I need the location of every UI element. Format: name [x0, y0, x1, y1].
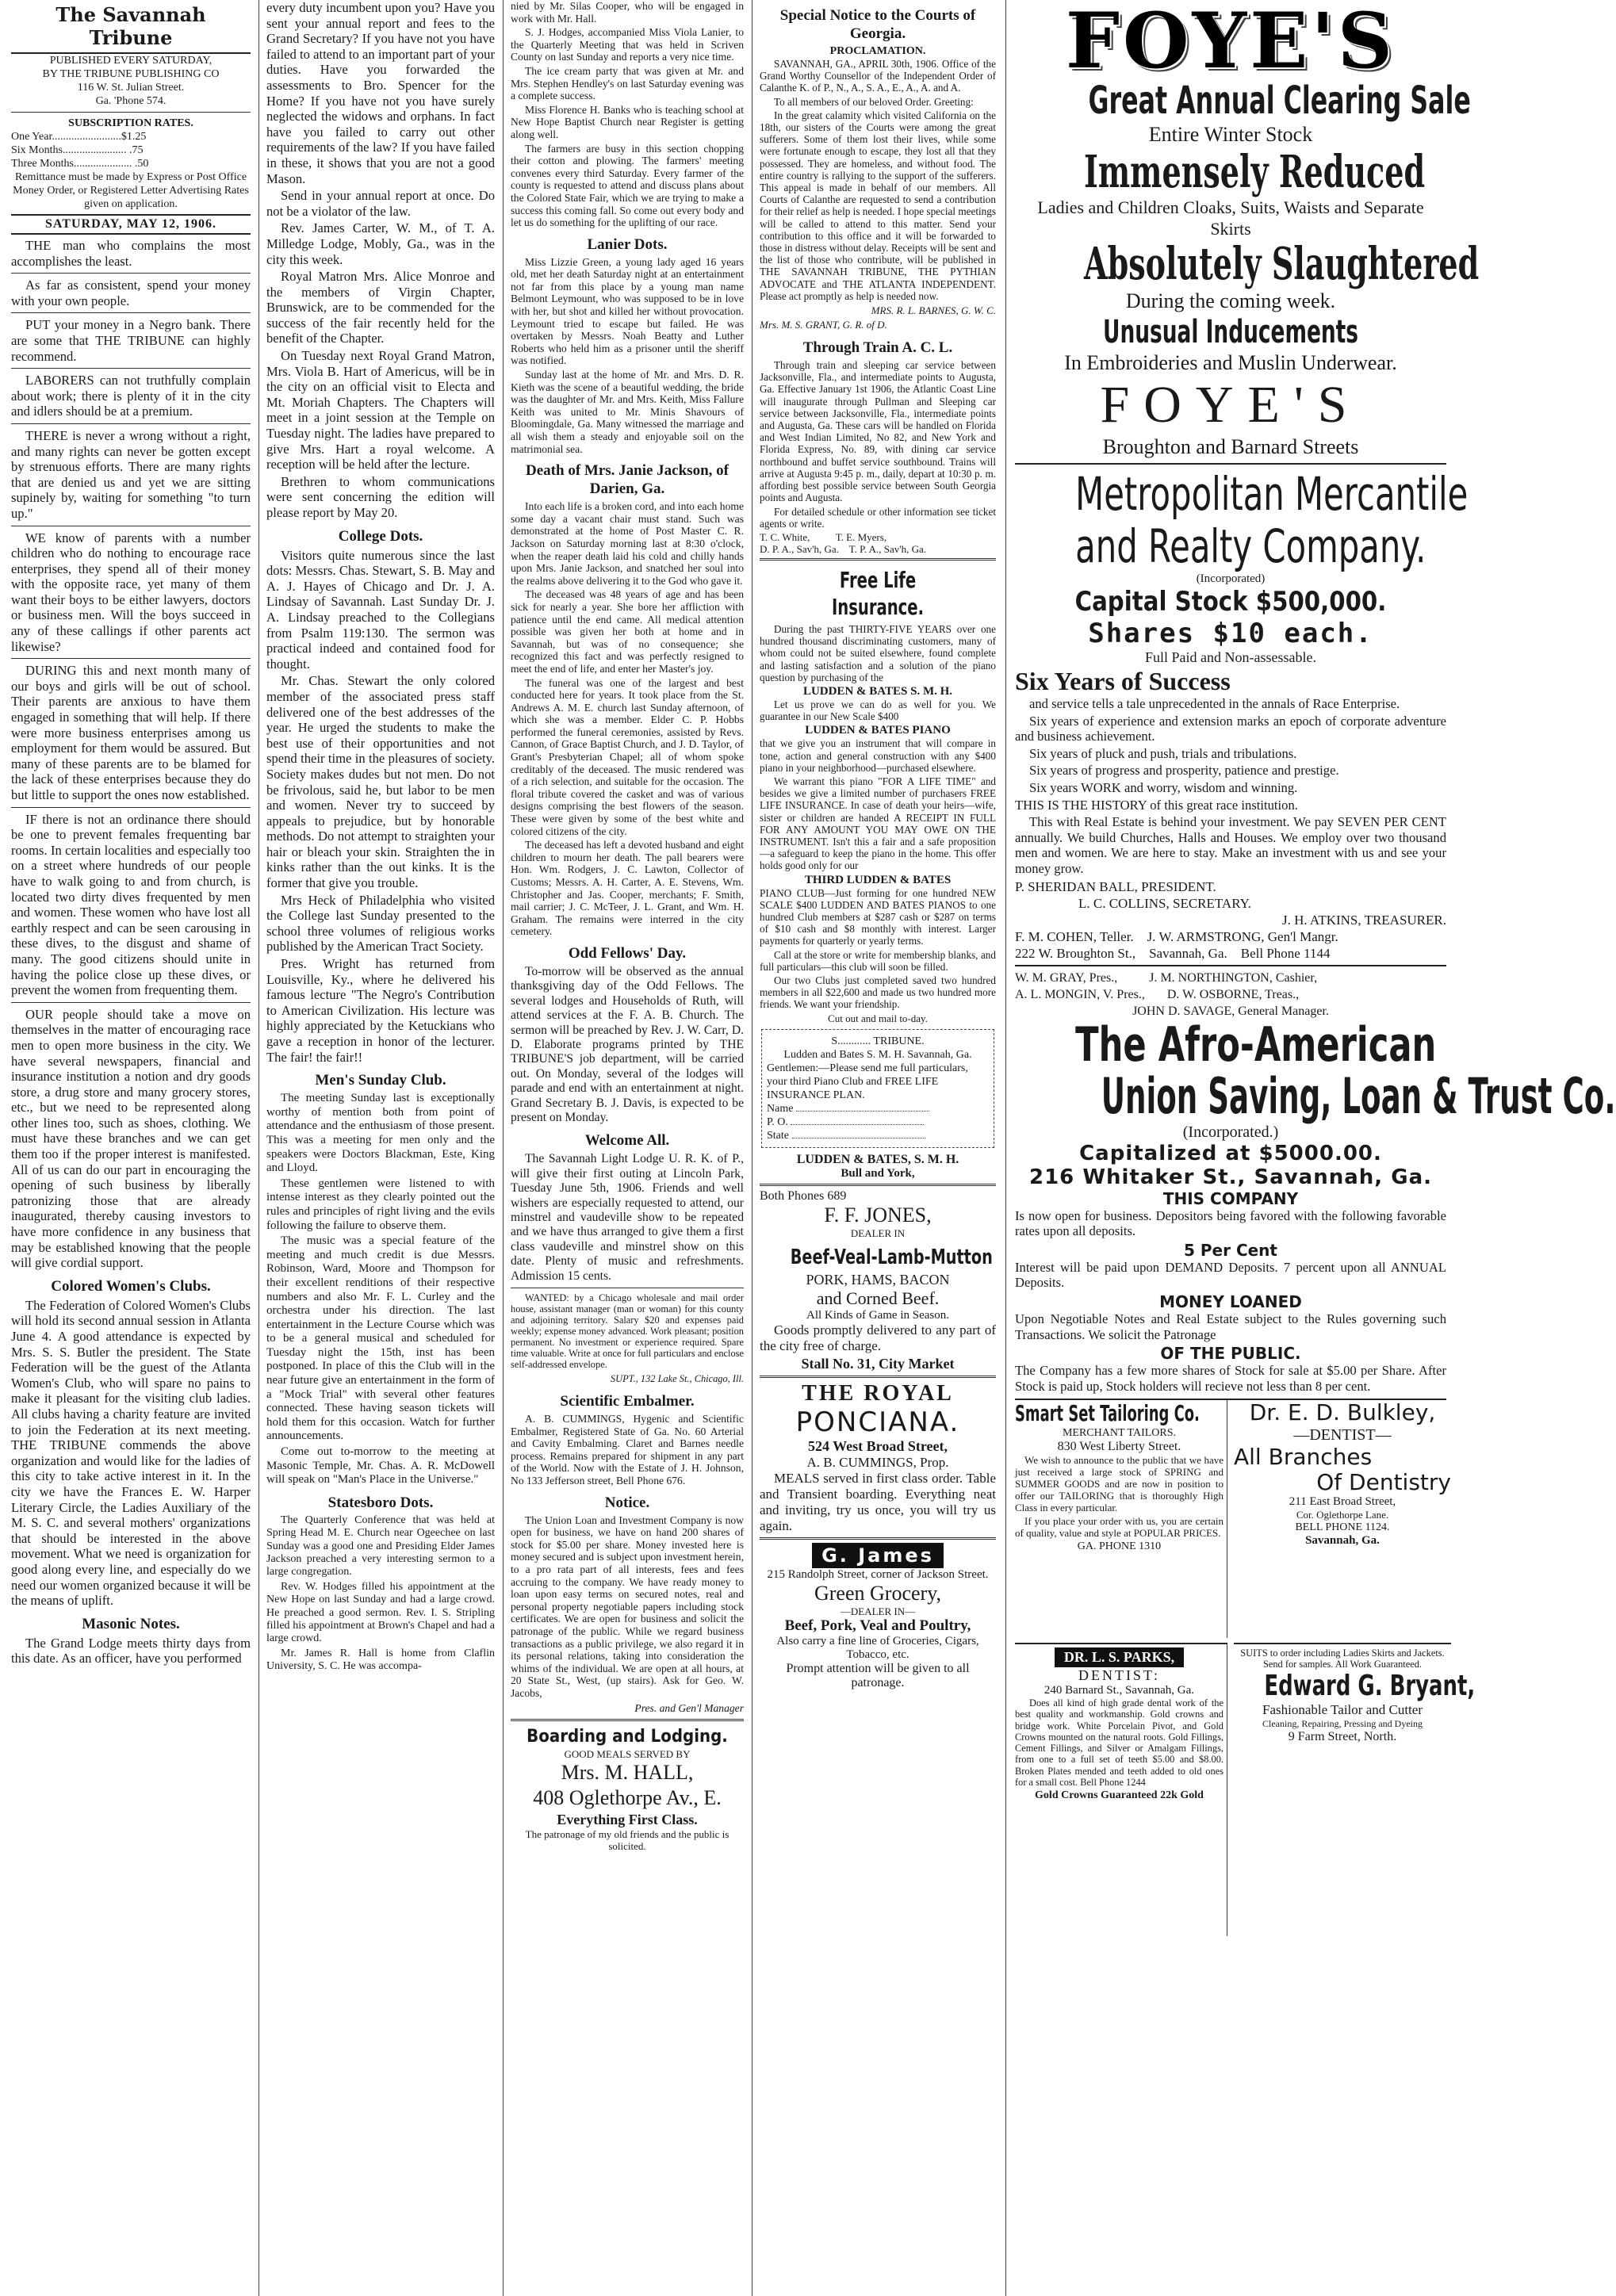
ad-line: MERCHANT TAILORS.	[1062, 1427, 1177, 1440]
subscription-rate-2: Six Months....................... .75	[11, 144, 144, 156]
ad-paragraph: Our two Clubs just completed saved two hundred members in all $22,600 and made us two hundred more friends. We want your friendship.	[760, 974, 996, 1011]
article-paragraph: The funeral was one of the largest and best conducted here for years. It took place from the St. Andrews A. M. E. church last Sunday afternoon, of which she was a member. Elder C. P. Hobbs performed the funeral ceremonies, assisted by Revs. Cannon, of Grace Baptist Church, and J. D. Taylor, of Grant's Presbyterian Chapel; all of whom spoke creditably of the deceased. The music rendered was of a rich selection, and suitable for the occasion. The floral tribute covered the casket and was of various designs comprising the best flowers of the season. These were given by some of the best white and colored citizens of the city.	[511, 676, 744, 837]
ad-heading: Free Life Insurance.	[831, 566, 925, 620]
ad-paragraph: We wish to announce to the public that we have just received a large stock of SPRING and SUMMER GOODS and are now in position to offer our TAILORING that is thoroughly High Class in every particular.	[1015, 1454, 1223, 1514]
ad-heading	[1015, 1647, 1223, 1667]
coupon-field-label: Name	[767, 1102, 794, 1115]
article-paragraph: The deceased has left a devoted husband and eight children to mourn her death. The pall bearers were Hon. Wm. Rodgers, J. C. Lawton, Collector of Customs; Messrs. A. H. Carter, A. E. Stevens, Wm. Christopher and Jas. Cooper, merchants; F. Smith, mail carrier; J. C. McTeer, J. L. Grant, and Wm. H. Graham. The remains were interred in the city cemetery.	[511, 839, 744, 938]
article-paragraph: The meeting Sunday last is exceptionally worthy of mention both from point of attendance and the enthusiasm of those present. This was a meeting for men only and the speakers were Doctors Blackman, Este, King and Lloyd.	[266, 1092, 495, 1175]
divider	[511, 1719, 744, 1721]
ad-line: 408 Oglethorpe Av., E.	[533, 1785, 722, 1809]
divider	[11, 368, 251, 369]
ad-line: BELL PHONE 1124.	[1295, 1521, 1390, 1534]
ad-line: DENTIST:	[1078, 1667, 1161, 1684]
article-paragraph: Send in your annual report at once. Do not be a violator of the law.	[266, 188, 495, 219]
ad-paragraph: Upon Negotiable Notes and Real Estate subject to the Rules governing such Transactions. We solicit the Patronage	[1015, 1311, 1446, 1342]
field-line	[796, 1102, 929, 1112]
subscription-rate-3: Three Months..................... .50	[11, 158, 149, 170]
article-paragraph: Mr. James R. Hall is home from Claflin University, S. C. He was accompa-	[266, 1647, 495, 1673]
officer-line: 222 W. Broughton St., Savannah, Ga. Bell Phone 1144	[1015, 945, 1331, 961]
officer-line: F. M. COHEN, Teller. J. W. ARMSTRONG, Gen'l Mangr.	[1015, 928, 1338, 944]
article-paragraph: every duty incumbent upon you? Have you sent your annual report and fees to the Grand Secretary? If you have not you have failed to attend to an important part of your duties. Have you forwarded the assessments to Bro. Spencer for the Home? If you have not you have surely neglected the widows and orphans. In fact have you failed to carry out other requirements of the law? If you have failed in these, it shows that you are not a good Mason.	[266, 0, 495, 186]
ad-line: The patronage of my old friends and the public is solicited.	[525, 1827, 729, 1852]
coupon-form[interactable]	[761, 1029, 994, 1148]
ad-line: During the coming week.	[1125, 289, 1336, 312]
foyes-name: FOYE'S	[1100, 376, 1361, 434]
article-heading: Special Notice to the Courts of Georgia.	[779, 7, 976, 42]
ad-line: 524 West Broad Street,	[808, 1437, 948, 1454]
divider	[760, 1184, 996, 1186]
article-heading: Through Train A. C. L.	[802, 339, 953, 357]
article-paragraph: To all members of our beloved Order. Greeting:	[774, 95, 974, 108]
ad-heading: PONCIANA.	[795, 1406, 960, 1438]
ad-line: Beef, Pork, Veal and Poultry,	[784, 1617, 971, 1634]
editorial-paragraph: LABORERS can not truthfully complain about work; there is plenty of it in the city and idlers should be at a premium.	[11, 373, 251, 419]
coupon-title: S............ TRIBUNE.	[831, 1035, 925, 1047]
coupon-line: Ludden and Bates S. M. H. Savannah, Ga.	[783, 1048, 972, 1061]
article-paragraph: Miss Lizzie Green, a young lady aged 16 years old, met her death Saturday night at an entertainment not far from this place by a young man name Belmont Leymount, who was supposed to be in love with her, but shot and killed her without provocation. Leymount tried to escape but failed. He was overtaken by Messrs. Noah Beatty and Luther Roberts who held him as a prisoner until the sheriff was notified.	[511, 255, 744, 367]
article-paragraph: S. J. Hodges, accompanied Miss Viola Lanier, to the Quarterly Meeting that was held in Scriven County on last Sunday and reports a very nice time.	[511, 26, 744, 63]
ad-line: GA. PHONE 1310	[1077, 1540, 1162, 1553]
article-paragraph: The music was a special feature of the meeting and much credit is due Messrs. Robinson, Ward, Moore and Thompson for their excellent renditions of their respective numbers and also Mr. F. L. Curley and the orchestra under his direction. The last entertainment in the Lecture Course which was to be a general musical and scheduled for Tuesday night the 15th, inst has been postponed. In place of this the Club will in the near future give an entertainment in the form of a "Mock Trial" with several other features connected. These having season tickets will hold them for this occasion. Watch for further announcements.	[266, 1234, 495, 1443]
article-paragraph: For detailed schedule or other information see ticket agents or write.	[760, 505, 996, 530]
ad-line: GOOD MEALS SERVED BY	[564, 1747, 691, 1760]
ad-paragraph: Call at the store or write for membership blanks, and full particulars—this club will soon be filled.	[760, 948, 996, 973]
editorial-paragraph: IF there is not an ordinance there should be one to prevent females frequenting bar rooms. In certain localities and especially too on a street where hundreds of our people have to walk going to and from church, is located two dirty dives frequented by men and women. These women who have lost all earthly respect and can be seen carousing in these dives, to the disgust and shame of many. The good citizens should unite in having the police close up these dives, or prevent the women from frequenting them.	[11, 811, 251, 998]
article-heading: Death of Mrs. Janie Jackson, of Darien, Ga.	[526, 462, 729, 498]
ad-paragraph: Six years of experience and extension marks an epoch of corporate adventure and business achievement.	[1015, 713, 1446, 744]
ad-heading: Dr. E. D. Bulkley,	[1249, 1399, 1436, 1426]
divider	[760, 1376, 996, 1378]
divider	[11, 312, 251, 313]
bottom-ads	[1015, 1399, 1476, 1939]
masthead-published: PUBLISHED EVERY SATURDAY,	[49, 55, 213, 67]
ad-heading: Smart Set Tailoring Co.	[1015, 1400, 1200, 1427]
masthead-address: 116 W. St. Julian Street.	[77, 82, 185, 94]
ad-paragraph: THIS IS THE HISTORY of this great race institution.	[1015, 797, 1298, 813]
ad-line: Fashionable Tailor and Cutter	[1262, 1701, 1423, 1717]
signature: Mrs. M. S. GRANT, G. R. of D.	[760, 319, 887, 331]
column-5-ads	[1010, 0, 1616, 2296]
ad-line: All Branches	[1234, 1444, 1373, 1471]
officer-line: J. H. ATKINS, TREASURER.	[1281, 912, 1446, 928]
ad-paragraph: Goods promptly delivered to any part of the city free of charge.	[760, 1322, 996, 1353]
masthead-title: The Savannah Tribune	[11, 0, 251, 54]
ad-line: PORK, HAMS, BACON	[806, 1271, 950, 1288]
editorial-paragraph: DURING this and next month many of our boys and girls will be out of school. Their parents are anxious to have them engaged in something that will help. If there were more business enterprises among us employment for them would be assured. But many of these parents are to be blamed for the lack of these enterprises because they do but little to support the ones now established.	[11, 663, 251, 802]
field-line	[792, 1129, 925, 1138]
article-paragraph: The ice cream party that was given at Mr. and Mrs. Stephen Hendley's on last Saturday evening was a complete success.	[511, 64, 744, 102]
ad-line: Ladies and Children Cloaks, Suits, Waists and Separate Skirts	[1037, 197, 1424, 239]
ad-line: F. F. JONES,	[824, 1203, 932, 1226]
article-paragraph: These gentlemen were listened to with intense interest as they clearly pointed out the rules and principles of right living and the evils following the failure to observe them.	[266, 1177, 495, 1232]
ad-line: DEALER IN	[850, 1226, 906, 1239]
article-paragraph: A. B. CUMMINGS, Hygenic and Scientific Embalmer, Registered State of Ga. No. 60 Arterial and Cavity Embalming. Claret and Barnes needle process. Remains prepared for shipment in any part of the World. Now with the Estate of J. H. Johnson, No 133 Jefferson street, Bell Phone 676.	[511, 1413, 744, 1487]
ad-line: Savannah, Ga.	[1305, 1534, 1380, 1548]
ad-paragraph: Six years WORK and worry, wisdom and winning.	[1029, 779, 1298, 795]
article-paragraph: In the great calamity which visited California on the 18th, our sisters of the Courts were among the great sufferers. Some of them lost their lives, while some were fortunate enough to escape, they lost all that they possessed. They are homeless, and without food. The entire country is rallying to the support of the sufferers. This appeal is made in behalf of our members. All Courts of Calanthe are requested to send a contribution for their relief as help is needed. I hope special meetings will be called to attend to this matter. Send your contribution to this office and it will be forwarded to those in distress without delay. Receipts will be sent and the list of those who contribute, will be published in THE SAVANNAH TRIBUNE, THE PYTHIAN ADVOCATE and THE ATLANTA INDEPENDENT. Please act promptly as help is needed now.	[760, 109, 996, 302]
metropolitan-ad	[1015, 465, 1469, 966]
column-2	[262, 0, 500, 2296]
coupon-po-field[interactable]	[767, 1115, 989, 1129]
coupon-name-field[interactable]	[767, 1102, 989, 1115]
ad-heading: Shares $10 each.	[1088, 618, 1373, 649]
ad-heading: Great Annual Clearing Sale	[1088, 78, 1471, 123]
notice-signature: Pres. and Gen'l Manager	[634, 1701, 744, 1714]
ad-heading: Capitalized at $5000.00.	[1079, 1141, 1382, 1165]
ad-line: All Kinds of Game in Season.	[806, 1308, 949, 1322]
article-paragraph: The Federation of Colored Women's Clubs will hold its second annual session in Atlanta June 4. A good attendance is expected by Mrs. S. S. Butler the president. The State Federation will be the guest of the Atlanta Women's Club, who will spare no pains to make it pleasant for the visiting club ladies. All clubs having a charity feature are invited to join the Federation at its next meeting. THE TRIBUNE commends the above organization and would like for the ladies of this city to take active interest in it. In the city we have the Frances E. W. Harper Literary Circle, the Ladies Auxiliary of the M. S. C. and several mothers' organizations that should be interested in the above movement. What we need is organization for good along every line, and especially do we need our women organized because it will be the means of uplift.	[11, 1297, 251, 1609]
article-paragraph: The farmers are busy in this section chopping their cotton and plowing. The farmers' meeting convenes every third Saturday. Every farmer of the county is requested to attend and discuss plans about the Colored State Fair, which we are trying to make a success this coming fall. So come out every body and let us do something for the uplifting of our race.	[511, 142, 744, 229]
ad-heading: MONEY LOANED	[1159, 1292, 1302, 1311]
ad-heading: THE ROYAL	[802, 1380, 954, 1406]
ad-paragraph: Is now open for business. Depositors being favored with the following favorable rates upon all deposits.	[1015, 1207, 1446, 1239]
article-paragraph: Rev. James Carter, W. M., of T. A. Milledge Lodge, Mobly, Ga., was in the city this week.	[266, 220, 495, 267]
article-heading: Scientific Embalmer.	[560, 1393, 695, 1410]
subscription-rate-1: One Year.........................$1.25	[11, 131, 147, 143]
ad-paragraph: MEALS served in first class order. Table and Transient boarding. Everything neat and inviting, try us once, you will try us again.	[760, 1470, 996, 1533]
article-paragraph: Mrs Heck of Philadelphia who visited the College last Sunday presented to the school three volumes of religious works published by the American Tract Society.	[266, 892, 495, 955]
ad-line: In Embroideries and Muslin Underwear.	[1064, 351, 1397, 374]
article-paragraph: Miss Florence H. Banks who is teaching school at New Hope Baptist Church near Register is getting along well.	[511, 103, 744, 140]
ad-heading: 216 Whitaker St., Savannah, Ga.	[1029, 1165, 1432, 1189]
ad-line: Cor. Oglethorpe Lane.	[1296, 1509, 1389, 1521]
article-heading: Welcome All.	[584, 1132, 670, 1150]
ad-paragraph: If you place your order with us, you are certain of quality, value and style at POPULAR PRICES.	[1015, 1515, 1223, 1540]
divider	[11, 1002, 251, 1003]
ad-paragraph: Six years of progress and prosperity, patience and prestige.	[1029, 763, 1339, 779]
article-heading: College Dots.	[338, 527, 423, 545]
issue-date: SATURDAY, MAY 12, 1906.	[11, 214, 251, 235]
ad-line: 830 West Liberty Street.	[1057, 1440, 1181, 1454]
ad-line: 240 Barnard St., Savannah, Ga.	[1044, 1684, 1195, 1697]
ad-line: LUDDEN & BATES S. M. H.	[802, 684, 953, 698]
ad-heading: Metropolitan Mercantile	[1075, 467, 1469, 521]
ad-line: Everything First Class.	[557, 1811, 698, 1827]
ad-heading: Boarding and Lodging.	[527, 1726, 728, 1747]
remittance-note: Remittance must be made by Express or Post Office Money Order, or Registered Letter Advertising Rates given on application.	[13, 171, 249, 210]
classified-ad: WANTED: by a Chicago wholesale and mail order house, assistant manager (man or woman) for this county and adjoining territory. Salary $20 and expenses paid weekly; expense money advanced. Work pleasant; position permanent. No investment or experience required. Spare time valuable. Write at once for full particulars and enclose self-addressed envelope.	[511, 1292, 744, 1371]
editorial-paragraph: WE know of parents with a number children who do nothing to encourage race enterprises, they spend all of their money with the opposite race, yet many of them want their boys to be either lawyers, doctors or business men. Will the boys succeed in any of these callings if other parents act likewise?	[11, 530, 251, 654]
proclamation-label: PROCLAMATION.	[829, 45, 926, 57]
parks-ad	[1015, 1643, 1227, 1936]
ad-heading: OF THE PUBLIC.	[1160, 1344, 1301, 1364]
article-paragraph: To-morrow will be observed as the annual thanksgiving day of the Odd Fellows. The several lodges and Households of Ruth, will attend services at the F. A. B. Church. The sermon will be preached by Rev. J. W. Carr, D. D. Elaborate programs printed by THE TRIBUNE'S job department, will be carried out. On Monday, several of the lodges will parade and end with an entertainment at night. Grand Secretary B. J. Davis, is expected to be present on Monday.	[511, 964, 744, 1125]
ad-line: Green Grocery,	[814, 1581, 941, 1605]
article-heading: Odd Fellows' Day.	[568, 944, 687, 962]
ad-heading: The Afro-American	[1075, 1016, 1437, 1073]
signature: T. C. White, T. E. Myers,	[760, 530, 887, 543]
ad-line: —DENTIST—	[1293, 1426, 1392, 1445]
ad-line: 211 East Broad Street,	[1289, 1495, 1396, 1509]
article-heading: Notice.	[604, 1494, 650, 1511]
article-paragraph: Into each life is a broken cord, and into each home some day a vacant chair must stand. Such was demonstrated at the home of Post Master C. R. Jackson on Saturday morning last at 8:30 o'clock, when the reaper death laid his cold and chilly hands upon Mrs. Janie Jackson, and snatched her soul into the realms above delivering it to the God who gave it.	[511, 500, 744, 587]
ad-line: Mrs. M. HALL,	[561, 1760, 694, 1784]
editorial-paragraph: THERE is never a wrong without a right, and many rights can never be gotten except by strenuous efforts. There are many rights that are denied us and yet we are sitting supinely by, waiting for something "to turn up."	[11, 427, 251, 521]
signature: MRS. R. L. BARNES, G. W. C.	[871, 304, 996, 317]
article-paragraph: Rev. W. Hodges filled his appointment at the New Hope on last Sunday and had a large crowd. He preached a good sermon. Rev. I. S. Stripling filled his appointment at Brown's Chapel and had a large crowd.	[266, 1580, 495, 1645]
ad-heading: THIS COMPANY	[1162, 1188, 1299, 1208]
ad-paragraph: and service tells a tale unprecedented in the annals of Race Enterprise.	[1029, 696, 1400, 711]
ad-line: Stall No. 31, City Market	[801, 1355, 955, 1372]
article-heading: Masonic Notes.	[82, 1615, 180, 1632]
ad-line: 9 Farm Street, North.	[1288, 1729, 1397, 1743]
coupon-field-label: State	[767, 1129, 789, 1142]
bryant-ad	[1234, 1643, 1476, 1936]
divider	[11, 112, 251, 113]
masthead-publisher: BY THE TRIBUNE PUBLISHING CO	[42, 68, 220, 80]
ad-heading: Immensely Reduced	[1084, 146, 1426, 198]
ad-line: Gold Crowns Guaranteed 22k Gold	[1035, 1789, 1204, 1801]
ad-line: Broughton and Barnard Streets	[1102, 435, 1359, 458]
ad-heading: Edward G. Bryant,	[1264, 1669, 1476, 1702]
ad-paragraph: PIANO CLUB—Just forming for one hundred NEW SCALE $400 LUDDEN AND BATES PIANOS to one hundred Club members at $287 cash or $287 on terms of $10 cash and $8 monthly with interest. Larger payments for quarterly or yearly terms.	[760, 886, 996, 947]
ad-heading: 5 Per Cent	[1184, 1240, 1277, 1260]
article-paragraph: The Savannah Light Lodge U. R. K. of P., will give their first outing at Lincoln Park, Tuesday June 5th, 1906. Friends and well wishers are especially requested to attend, our minstrel and vaudeville show to be repeated and we have thus arranged to give them a first class vaudeville and minstrel show on this date. Plenty of music and refreshments. Admission 15 cents.	[511, 1152, 744, 1283]
divider	[760, 558, 996, 561]
ad-paragraph: We warrant this piano "FOR A LIFE TIME" and besides we give a limited number of purchasers FREE LIFE INSURANCE. In case of death your heirs—wife, sister or children are handed A RECEIPT IN FULL FOR ANY AMOUNT YOU MAY OWE ON THE INSTRUMENT. Isn't this a fair and a safe proposition—a safeguard to keep the piano in the home. This offer holds good only for our	[760, 775, 996, 872]
divider	[760, 1537, 996, 1540]
ad-heading: Union Saving, Loan & Trust Co.	[1101, 1066, 1616, 1125]
article-paragraph: Brethren to whom communications were sent concerning the edition will please report by May 20.	[266, 473, 495, 520]
divider	[11, 273, 251, 274]
editorial-paragraph: THE man who complains the most accomplishes the least.	[11, 238, 251, 269]
divider	[11, 658, 251, 659]
ad-paragraph: Does all kind of high grade dental work of the best quality and workmanship. Gold crowns and bridge work. White Porcelain Pivot, and Gold Crowns mounted on the natural roots. Gold Fillings, Cement Fillings, and Silver or Amalgam Fillings, from one to a full set of teeth $5.00 and $8.00. Broken Plates mended and teeth added to old ones for a small cost. Bell Phone 1244	[1015, 1697, 1223, 1788]
article-paragraph: Visitors quite numerous since the last dots: Messrs. Chas. Stewart, S. B. May and A. J. Hayes of Chicago and Dr. J. A. Lindsay of Savannah. Last Sunday Dr. J. A. Lindsay preached to the Collegians from Psalm 119:130. The sermon was practical indeed and contained food for thought.	[266, 547, 495, 672]
column-rule	[258, 0, 259, 2296]
ad-paragraph: Six years of pluck and push, trials and tribulations.	[1029, 745, 1297, 761]
afro-american-ad	[1015, 966, 1616, 1401]
masthead-phone: Ga. 'Phone 574.	[95, 95, 167, 107]
subscription-heading: SUBSCRIPTION RATES.	[68, 117, 193, 129]
ad-line: Cleaning, Repairing, Pressing and Dyeing	[1262, 1717, 1423, 1729]
article-paragraph: Sunday last at the home of Mr. and Mrs. D. R. Kieth was the scene of a beautiful wedding, the bride was the daughter of Mr. and Mrs. Keith, Miss Fallure Keith was united to Mr. Minis Shavours of Bloomingdale, Ga. Many witnessed the marriage and all wish them a steady and enjoyable soil on the matrimonial sea.	[511, 369, 744, 455]
officer-line: JOHN D. SAVAGE, General Manager.	[1132, 1004, 1329, 1018]
officer-line: A. L. MONGIN, V. Pres., D. W. OSBORNE, Treas.,	[1015, 987, 1300, 1001]
ad-paragraph: Let us prove we can do as well for you. We guarantee in our New Scale $400	[760, 698, 996, 723]
ad-heading: Six Years of Success	[1015, 667, 1231, 695]
ad-line: —DEALER IN—	[840, 1605, 916, 1617]
ad-line: 215 Randolph Street, corner of Jackson Street.	[767, 1567, 989, 1581]
article-paragraph: Pres. Wright has returned from Louisville, Ky., where he delivered his famous lecture "The Negro's Contribution to American Civilization. His lecture was highly appreciated by the Ketuckians who gave a reception in honor of the lecturer. The fair! the fair!!	[266, 956, 495, 1065]
column-4	[755, 0, 1001, 2296]
column-3	[506, 0, 749, 2296]
ad-heading: and Realty Company.	[1075, 519, 1426, 573]
dentist-logo-text: DR. L. S. PARKS,	[1055, 1647, 1184, 1667]
coupon-line: Gentlemen:—Please send me full particulars, your third Piano Club and FREE LIFE INSURANCE PLAN.	[767, 1062, 968, 1101]
field-line	[791, 1115, 924, 1125]
ad-line: THIRD LUDDEN & BATES	[804, 873, 952, 886]
coupon-field-label: P. O.	[767, 1115, 788, 1128]
divider	[11, 423, 251, 424]
article-paragraph: Through train and sleeping car service between Jacksonville, Fla., and intermediate points to Augusta, Ga. Effective January 1st 1906, the Atlantic Coast Line will inaugurate through Pullman and Sleeping car service between Jacksonville, Fla., intermediate points and Augusta, Ga. These cars will be handled on Florida and West Indian Limited, No 82, and New York and Florida Express, No. 89, with dining car service northbound and buffet service southbound. Trains will arrive at Augusta 9:45 p. m., daily, depart at 10:30 p. m. affording best possible service between South Georgia points and Augusta.	[760, 359, 996, 504]
ad-heading	[760, 1543, 996, 1568]
ad-heading: Beef-Veal-Lamb-Mutton	[790, 1245, 993, 1269]
ad-line: and Corned Beef.	[816, 1288, 940, 1308]
ad-line: Full Paid and Non-assessable.	[1145, 649, 1316, 665]
article-paragraph: The Grand Lodge meets thirty days from this date. As an officer, have you performed	[11, 1635, 251, 1667]
foyes-ad	[1015, 0, 1480, 465]
article-heading: Colored Women's Clubs.	[51, 1277, 211, 1295]
ad-line: LUDDEN & BATES PIANO	[805, 724, 951, 737]
ad-paragraph: This with Real Estate is behind your investment. We pay SEVEN PER CENT annually. We build Churches, Halls and Houses. We employ over two thousand men and women. We are here to stay. Make an investment with us and see your money grow.	[1015, 814, 1446, 876]
article-paragraph: The Union Loan and Investment Company is now open for business, we have on hand 200 shares of stock for $5.00 per share. Money invested here is money secured and is subject upon investment herein, to a pro rata part of all interests, fees and fees accruing to the company. We have ready money to loan upon easy terms on secured notes, real and personal property negotiable papers including stock certificates. We are open for business and solicit the patronage of the public. While we regard business transactions as a public privilege, we also regard it in its personal relations, taking into consideration the whims of the individual. We are open at all hours, at 20 State St., West, (up stairs). Ask for Geo. W. Jacobs,	[511, 1513, 744, 1699]
ad-paragraph: During the past THIRTY-FIVE YEARS over one hundred thousand discriminating customers, many of whom could not be suited elsewhere, found complete and lasting satisfaction and a solution of the piano question by purchasing of the	[760, 622, 996, 683]
ad-line: (Incorporated.)	[1182, 1123, 1279, 1141]
ad-line: SUITS to order including Ladies Skirts and Jackets. Send for samples. All Work Guaranteed.	[1240, 1647, 1445, 1670]
article-heading: Lanier Dots.	[587, 235, 668, 253]
article-paragraph: On Tuesday next Royal Grand Matron, Mrs. Viola B. Hart of Americus, will be in the city on an official visit to Electa and Mt. Moriah Chapters. The Chapters will meet in a joint session at the Temple on Tuesday night. The ladies have prepared to give Mrs. Hart a royal welcome. A reception will be held after the lecture.	[266, 348, 495, 473]
article-paragraph: Come out to-morrow to the meeting at Masonic Temple, Mr. Chas. A. R. McDowell will speak on "Man's Place in the Universe."	[266, 1445, 495, 1487]
editorial-paragraph: As far as consistent, spend your money with your own people.	[11, 277, 251, 308]
article-paragraph: SAVANNAH, GA., APRIL 30th, 1906. Office of the Grand Worthy Counsellor of the Independent Order of Calanthe K. of P., N., A., S. A., E., A., A. and A.	[760, 58, 996, 94]
grocer-logo-text: G. James	[812, 1543, 944, 1568]
coupon-state-field[interactable]	[767, 1129, 989, 1142]
ad-heading: Absolutely Slaughtered	[1084, 238, 1480, 290]
ad-line: Prompt attention will be given to all patronage.	[786, 1661, 970, 1689]
article-paragraph: The deceased was 48 years of age and has been sick for nearly a year. She bore her affliction with patience until the end came. All medical attention possible was given her both at home and in Savannah, but was of no consequence; she recognized this fact and was perfectly resigned to meet the end of life, and enter her Master's joy.	[511, 588, 744, 675]
ad-line: Also carry a fine line of Groceries, Cigars, Tobacco, etc.	[776, 1634, 979, 1661]
ad-line: (Incorporated)	[1196, 572, 1266, 585]
officer-line: L. C. COLLINS, SECRETARY.	[1078, 895, 1251, 911]
column-rule	[1005, 0, 1006, 2296]
column-rule	[503, 0, 504, 2296]
foyes-logo: FOYE'S	[1065, 0, 1396, 86]
column-1	[6, 0, 255, 2296]
bulkley-ad	[1234, 1400, 1451, 1638]
ad-line: LUDDEN & BATES, S. M. H.	[796, 1152, 959, 1166]
ad-line: Both Phones 689	[760, 1188, 847, 1203]
ad-paragraph: The Company has a few more shares of Stock for sale at $5.00 per Share. After Stock is paid up, Stock holders will recieve not less than 8 per cent.	[1015, 1363, 1446, 1394]
ad-line: A. B. CUMMINGS, Prop.	[806, 1454, 949, 1470]
officer-line: P. SHERIDAN BALL, PRESIDENT.	[1015, 878, 1216, 894]
editorial-paragraph: PUT your money in a Negro bank. There are some that THE TRIBUNE can highly recommend.	[11, 317, 251, 364]
classified-signature: SUPT., 132 Lake St., Chicago, Ill.	[610, 1373, 744, 1385]
ad-heading: Capital Stock $500,000.	[1074, 586, 1387, 618]
ad-line: Of Dentistry	[1316, 1469, 1451, 1496]
article-heading: Statesboro Dots.	[327, 1494, 434, 1511]
ad-heading: Unusual Inducements	[1103, 314, 1358, 350]
ad-paragraph: that we give you an instrument that will compare in tone, action and general construction with any $400 piano in your neighborhood—purchased elsewhere.	[760, 737, 996, 774]
ad-paragraph: Interest will be paid upon DEMAND Deposits. 7 percent upon all ANNUAL Deposits.	[1015, 1259, 1446, 1291]
signature: D. P. A., Sav'h, Ga. T. P. A., Sav'h, Ga.	[760, 542, 927, 555]
article-paragraph: The Quarterly Conference that was held at Spring Head M. E. Church near Ogeechee on last Sunday was a good one and Presiding Elder James Jackson preached a very interesting sermon to a large congregation.	[266, 1513, 495, 1578]
ad-line: Bull and York,	[841, 1166, 915, 1180]
ad-line: Entire Winter Stock	[1148, 123, 1313, 146]
article-heading: Men's Sunday Club.	[315, 1072, 446, 1089]
article-paragraph: Mr. Chas. Stewart the only colored member of the associated press staff delivered one of the best addresses of the year. He urged the students to make the best use of their opportunities and not spend their time in the pleasures of society. Society makes dudes but not men. Do not be frivolous, said he, but labor to be men and women. Never try to succeed by appeals to prejudice, but by honorable methods. Do not attempt to straighten your hair or bleach your skin. Straighten the in kinks rather than the out kinks. It is the former that give you trouble.	[266, 673, 495, 891]
article-paragraph: Royal Matron Mrs. Alice Monroe and the members of Virgin Chapter, Brunswick, are to be commended for the success of the fair recently held for the benefit of the Chapter.	[266, 269, 495, 346]
officer-line: W. M. GRAY, Pres., J. M. NORTHINGTON, Cashier,	[1015, 970, 1318, 985]
editorial-paragraph: OUR people should take a move on themselves in the matter of encouraging race men to open more business in the city. We have several newspapers, financial and insurance institution a notion and dry goods store, a drug store and many grocery stores, etc., but we need to be represented along other lines too, such as shoes, clothing. We must have these branches and we can get them too if the proper interest is manifested. All of us can do our part in encouraging the opening of such business by liberally patronizing those that are already inaugurated, thereby causing investors to have more confidence in any business that may be established knowing that the people will give cordial support.	[11, 1006, 251, 1271]
divider	[11, 807, 251, 808]
article-paragraph: nied by Mr. Silas Cooper, who will be engaged in work with Mr. Hall.	[511, 0, 744, 25]
smart-set-ad	[1015, 1400, 1227, 1638]
ad-line: Cut out and mail to-day.	[828, 1012, 928, 1024]
